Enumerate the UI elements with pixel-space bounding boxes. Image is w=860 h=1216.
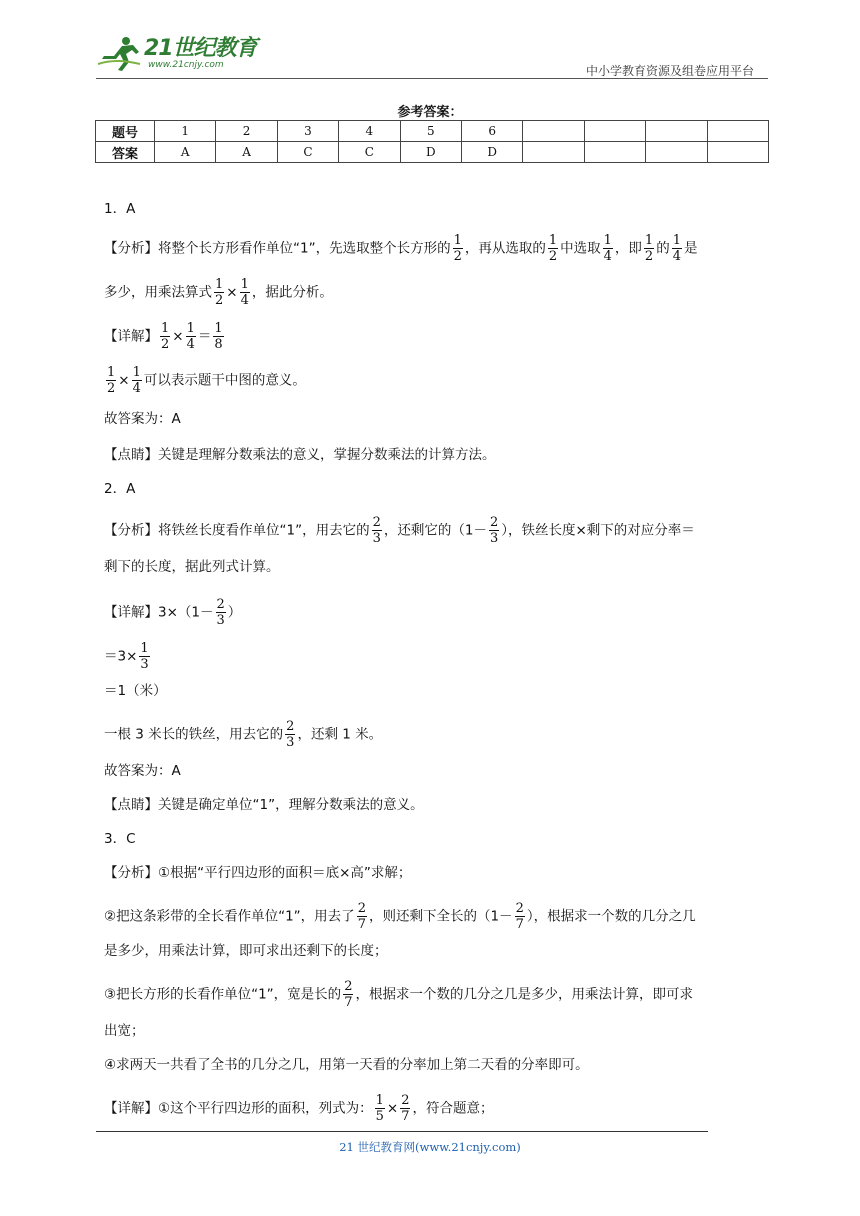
numerator: 1 bbox=[186, 321, 195, 336]
text-run: 【分析】将整个长方形看作单位“1”，先选取整个长方形的 bbox=[104, 240, 451, 257]
text-run: 多少，用乘法算式 bbox=[104, 284, 212, 301]
answer-table bbox=[95, 120, 769, 163]
fraction bbox=[160, 321, 170, 352]
numerator: 1 bbox=[644, 233, 654, 248]
text-run: 中选取 bbox=[560, 240, 601, 257]
q1-analysis bbox=[104, 233, 697, 264]
fraction bbox=[106, 365, 116, 396]
fraction bbox=[372, 515, 382, 546]
fraction bbox=[400, 1093, 410, 1124]
page-header bbox=[96, 34, 768, 78]
table-cell: A bbox=[216, 142, 277, 163]
fraction bbox=[139, 641, 149, 672]
denominator: 2 bbox=[644, 249, 654, 264]
q2-heading: 2．A bbox=[104, 481, 136, 497]
text-run: 的 bbox=[656, 240, 670, 257]
text-run: ，据此分析。 bbox=[251, 284, 333, 301]
q3-analysis-3: 是多少，用乘法计算，即可求出还剩下的长度； bbox=[104, 943, 388, 959]
runner-logo-icon bbox=[96, 34, 142, 74]
table-cell bbox=[584, 121, 645, 142]
denominator: 3 bbox=[216, 613, 225, 628]
table-cell bbox=[584, 142, 645, 163]
numerator: 1 bbox=[215, 277, 224, 292]
denominator: 7 bbox=[357, 917, 366, 932]
denominator: 3 bbox=[140, 657, 149, 672]
text-run: ，即 bbox=[614, 240, 642, 257]
denominator: 7 bbox=[515, 917, 524, 932]
denominator: 8 bbox=[214, 337, 223, 352]
denominator: 7 bbox=[344, 995, 353, 1010]
table-cell: 6 bbox=[461, 121, 522, 142]
text-run: 一根 3 米长的铁丝，用去它的 bbox=[104, 726, 284, 743]
denominator: 2 bbox=[161, 337, 170, 352]
fraction bbox=[240, 277, 250, 308]
numerator: 2 bbox=[216, 597, 225, 612]
q2-detail bbox=[104, 597, 241, 628]
fraction bbox=[186, 321, 196, 352]
q3-analysis-4 bbox=[104, 979, 693, 1010]
text-run: ，则还剩下全长的（1－ bbox=[368, 908, 513, 925]
numerator: 1 bbox=[140, 641, 149, 656]
q2-step2 bbox=[104, 641, 152, 672]
denominator: 4 bbox=[672, 249, 681, 264]
table-cell: C bbox=[277, 142, 338, 163]
fraction bbox=[214, 277, 224, 308]
numerator: 1 bbox=[672, 233, 681, 248]
logo-url: www.21cnjy.com bbox=[148, 60, 224, 70]
denominator: 4 bbox=[186, 337, 195, 352]
denominator: 2 bbox=[107, 381, 116, 396]
row-label: 题号 bbox=[96, 121, 155, 142]
numerator: 1 bbox=[214, 321, 223, 336]
numerator: 1 bbox=[603, 233, 612, 248]
numerator: 1 bbox=[132, 365, 141, 380]
table-cell bbox=[523, 121, 584, 142]
text-run: ②把这条彩带的全长看作单位“1”，用去了 bbox=[104, 908, 355, 925]
numerator: 2 bbox=[344, 979, 353, 994]
denominator: 4 bbox=[132, 381, 141, 396]
times-sign: × bbox=[386, 1100, 399, 1117]
q1-heading: 1．A bbox=[104, 201, 136, 217]
fraction bbox=[548, 233, 558, 264]
denominator: 3 bbox=[372, 531, 381, 546]
fraction bbox=[453, 233, 463, 264]
times-sign: × bbox=[226, 284, 238, 301]
text-run: 是 bbox=[683, 240, 698, 257]
numerator: 1 bbox=[453, 233, 462, 248]
text-run: ，符合题意； bbox=[412, 1100, 494, 1117]
fraction bbox=[213, 321, 223, 352]
table-cell: D bbox=[400, 142, 461, 163]
page-footer: 21 世纪教育网(www.21cnjy.com) bbox=[339, 1140, 521, 1154]
table-cell bbox=[646, 121, 707, 142]
q3-analysis-1: 【分析】①根据“平行四边形的面积＝底×高”求解； bbox=[104, 865, 412, 881]
row-label: 答案 bbox=[96, 142, 155, 163]
q3-detail bbox=[104, 1093, 493, 1124]
fraction bbox=[603, 233, 613, 264]
fraction bbox=[644, 233, 654, 264]
q1-analysis-cont bbox=[104, 277, 333, 308]
platform-name: 中小学教育资源及组卷应用平台 bbox=[585, 64, 754, 78]
denominator: 2 bbox=[548, 249, 558, 264]
q2-final-answer: 故答案为：A bbox=[104, 763, 181, 779]
numerator: 2 bbox=[357, 901, 366, 916]
numerator: 2 bbox=[372, 515, 381, 530]
text-run: ） bbox=[227, 604, 242, 621]
fraction bbox=[375, 1093, 385, 1124]
text-run: ），根据求一个数的几分之几 bbox=[526, 908, 696, 925]
table-cell: D bbox=[461, 142, 522, 163]
fraction bbox=[357, 901, 367, 932]
text-run: 【详解】 bbox=[104, 328, 158, 345]
q3-analysis-6: ④求两天一共看了全书的几分之几，用第一天看的分率加上第二天看的分率即可。 bbox=[104, 1057, 589, 1073]
numerator: 1 bbox=[240, 277, 249, 292]
denominator: 5 bbox=[375, 1109, 384, 1124]
text-run: 【分析】将铁丝长度看作单位“1”，用去它的 bbox=[104, 522, 370, 539]
q1-comment: 【点睛】关键是理解分数乘法的意义，掌握分数乘法的计算方法。 bbox=[104, 447, 496, 463]
denominator: 3 bbox=[286, 735, 295, 750]
numerator: 1 bbox=[375, 1093, 384, 1108]
fraction bbox=[216, 597, 226, 628]
text-run: ，还剩 1 米。 bbox=[297, 726, 383, 743]
text-run: ，再从选取的 bbox=[464, 240, 546, 257]
table-cell: 3 bbox=[277, 121, 338, 142]
site-logo bbox=[96, 34, 257, 74]
numerator: 1 bbox=[548, 233, 558, 248]
fraction bbox=[515, 901, 525, 932]
fraction bbox=[343, 979, 353, 1010]
q2-comment: 【点睛】关键是确定单位“1”，理解分数乘法的意义。 bbox=[104, 797, 424, 813]
table-cell bbox=[523, 142, 584, 163]
numerator: 1 bbox=[107, 365, 116, 380]
numerator: 2 bbox=[286, 719, 295, 734]
numerator: 2 bbox=[515, 901, 524, 916]
denominator: 2 bbox=[453, 249, 462, 264]
q1-detail-line2 bbox=[104, 365, 306, 396]
denominator: 4 bbox=[603, 249, 612, 264]
q3-analysis-5: 出宽； bbox=[104, 1023, 145, 1039]
text-run: ），铁丝长度×剩下的对应分率＝ bbox=[501, 522, 695, 539]
table-cell: C bbox=[339, 142, 400, 163]
q3-analysis-2 bbox=[104, 901, 696, 932]
table-cell: 2 bbox=[216, 121, 277, 142]
table-cell: A bbox=[155, 142, 216, 163]
denominator: 7 bbox=[401, 1109, 410, 1124]
denominator: 4 bbox=[240, 293, 249, 308]
numerator: 1 bbox=[161, 321, 170, 336]
table-cell: 4 bbox=[339, 121, 400, 142]
table-cell bbox=[707, 121, 768, 142]
numerator: 2 bbox=[489, 515, 499, 530]
answer-row bbox=[96, 142, 769, 163]
table-cell bbox=[707, 142, 768, 163]
q3-heading: 3．C bbox=[104, 831, 136, 847]
denominator: 2 bbox=[215, 293, 224, 308]
table-cell bbox=[646, 142, 707, 163]
text-run: 可以表示题干中图的意义。 bbox=[143, 372, 306, 389]
fraction bbox=[489, 515, 499, 546]
denominator: 3 bbox=[489, 531, 499, 546]
numerator: 2 bbox=[401, 1093, 410, 1108]
q2-analysis-cont: 剩下的长度，据此列式计算。 bbox=[104, 559, 280, 575]
fraction bbox=[285, 719, 295, 750]
question-number-row bbox=[96, 121, 769, 142]
times-sign: × bbox=[172, 328, 184, 345]
q2-summary bbox=[104, 719, 382, 750]
fraction bbox=[672, 233, 682, 264]
table-cell: 1 bbox=[155, 121, 216, 142]
times-sign: × bbox=[118, 372, 130, 389]
text-run: ，根据求一个数的几分之几是多少，用乘法计算，即可求 bbox=[355, 986, 693, 1003]
equals-sign: ＝ bbox=[197, 328, 212, 345]
fraction bbox=[132, 365, 142, 396]
q1-final-answer: 故答案为：A bbox=[104, 411, 181, 427]
q1-detail bbox=[104, 321, 226, 352]
text-run: ③把长方形的长看作单位“1”，宽是长的 bbox=[104, 986, 342, 1003]
table-cell: 5 bbox=[400, 121, 461, 142]
answer-title: 参考答案： bbox=[397, 105, 463, 120]
q2-analysis bbox=[104, 515, 695, 546]
header-divider bbox=[96, 78, 768, 79]
text-run: 【详解】①这个平行四边形的面积，列式为： bbox=[104, 1100, 373, 1117]
footer-divider bbox=[96, 1131, 708, 1132]
logo-title: 21世纪教育 bbox=[144, 36, 257, 61]
q2-step3: ＝1（米） bbox=[104, 683, 167, 699]
text-run: ，还剩它的（1－ bbox=[383, 522, 487, 539]
text-run: 【详解】3×（1－ bbox=[104, 604, 214, 621]
text-run: ＝3× bbox=[104, 648, 138, 665]
